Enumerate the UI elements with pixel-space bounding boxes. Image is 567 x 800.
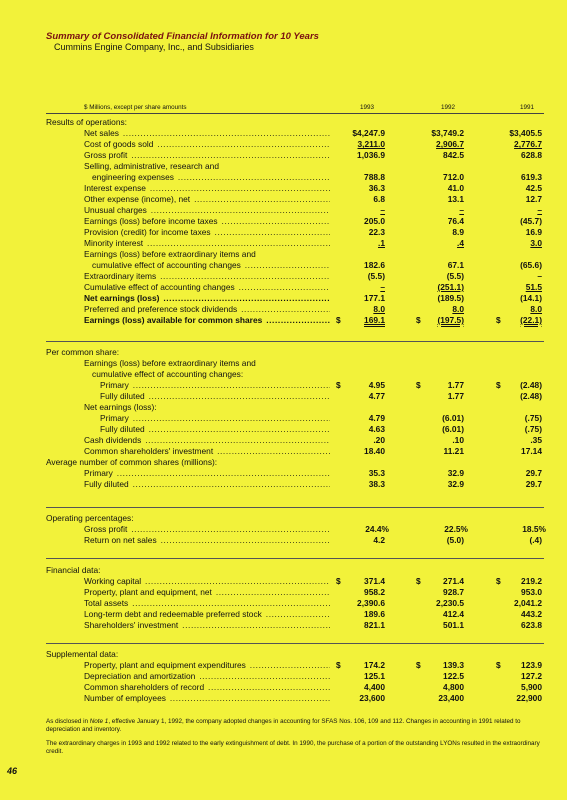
table-row-unusual: Unusual charges ..... – – – bbox=[0, 205, 567, 216]
page-subtitle: Cummins Engine Company, Inc., and Subsidiaries bbox=[54, 42, 254, 52]
section-rule bbox=[46, 507, 544, 508]
table-row-net-sales: Net sales ..... $4,247.9 $3,749.2 $3,405.5 bbox=[0, 128, 567, 139]
page-title: Summary of Consolidated Financial Information for 10 Years bbox=[46, 31, 319, 42]
table-row-sup-depreciation: Depreciation and amortization ..... 125.1 122.5 127.2 bbox=[0, 671, 567, 682]
table-row-preferred: Preferred and preference stock dividends ..... 8.0 8.0 8.0 bbox=[0, 304, 567, 315]
table-row-fin-ltd: Long-term debt and redeemable preferred stock ..... 189.6 412.4 443.2 bbox=[0, 609, 567, 620]
table-row-ps-primary-1: Primary ..... $ 4.95 $ 1.77 $ (2.48) bbox=[0, 380, 567, 391]
table-row-op-gross-profit: Gross profit ..... 24.4% 22.5% 18.5% bbox=[0, 524, 567, 535]
table-row-cumulative: Cumulative effect of accounting changes ..... – (251.1) 51.5 bbox=[0, 282, 567, 293]
table-row-ps-primary-2: Primary ..... 4.79 (6.01) (.75) bbox=[0, 413, 567, 424]
table-row-cogs: Cost of goods sold ..... 3,211.0 2,906.7 2,776.7 bbox=[0, 139, 567, 150]
footnote-accounting-changes: As disclosed in Note 1, effective January 1, 1992, the company adopted changes in accounting for SFAS Nos. 106, 109 and 112. Changes in accounting in 1991 related to depreciation and inventory. bbox=[46, 718, 521, 734]
header-rule bbox=[46, 113, 544, 114]
table-row-sup-holders: Common shareholders of record ..... 4,400 4,800 5,900 bbox=[0, 682, 567, 693]
table-row-extraordinary: Extraordinary items ..... (5.5) (5.5) – bbox=[0, 271, 567, 282]
section-financial: Financial data: bbox=[46, 565, 101, 575]
table-row-fin-total-assets: Total assets ..... 2,390.6 2,230.5 2,041.2 bbox=[0, 598, 567, 609]
table-row-fin-working-capital: Working capital ..... $ 371.4 $ 271.4 $ 219.2 bbox=[0, 576, 567, 587]
note-reference: Note 1 bbox=[89, 718, 109, 725]
table-row-ps-before-extra-line2: cumulative effect of accounting changes: bbox=[92, 369, 244, 379]
section-rule bbox=[46, 643, 544, 644]
table-row-sga: engineering expenses ..... 788.8 712.0 619.3 bbox=[0, 172, 567, 183]
year-header-1992: 1992 bbox=[441, 104, 456, 111]
section-supplemental: Supplemental data: bbox=[46, 649, 119, 659]
section-per-share: Per common share: bbox=[46, 347, 120, 357]
table-row-ps-diluted-1: Fully diluted ..... 4.77 1.77 (2.48) bbox=[0, 391, 567, 402]
year-header-1991: 1991 bbox=[520, 104, 535, 111]
table-row-ps-net-label: Net earnings (loss): bbox=[84, 402, 157, 412]
table-row-taxes: Provision (credit) for income taxes ..... 22.3 8.9 16.9 bbox=[0, 227, 567, 238]
section-operating: Operating percentages: bbox=[46, 513, 134, 523]
section-results: Results of operations: bbox=[46, 117, 128, 127]
year-header-1993: 1993 bbox=[360, 104, 375, 111]
table-row-available: Earnings (loss) available for common shares ..... $ 169.1 $ (197.5) $ (22.1) bbox=[0, 315, 567, 326]
table-row-interest: Interest expense ..... 36.3 41.0 42.5 bbox=[0, 183, 567, 194]
table-row-sup-employees: Number of employees ..... 23,600 23,400 22,900 bbox=[0, 693, 567, 704]
table-row-fin-ppe: Property, plant and equipment, net ..... 958.2 928.7 953.0 bbox=[0, 587, 567, 598]
section-rule bbox=[46, 341, 544, 342]
table-row-ps-dividends: Cash dividends ..... .20 .10 .35 bbox=[0, 435, 567, 446]
table-row-ebt: Earnings (loss) before income taxes ..... 205.0 76.4 (45.7) bbox=[0, 216, 567, 227]
section-rule bbox=[46, 558, 544, 559]
table-row-ps-avg-label: Average number of common shares (millions): bbox=[46, 457, 218, 467]
table-row-sga-line1: Selling, administrative, research and bbox=[84, 161, 219, 171]
table-row-ps-diluted-2: Fully diluted ..... 4.63 (6.01) (.75) bbox=[0, 424, 567, 435]
table-row-ps-diluted-3: Fully diluted ..... 38.3 32.9 29.7 bbox=[0, 479, 567, 490]
table-row-ps-primary-3: Primary ..... 35.3 32.9 29.7 bbox=[0, 468, 567, 479]
table-row-sup-capex: Property, plant and equipment expenditures ..... $ 174.2 $ 139.3 $ 123.9 bbox=[0, 660, 567, 671]
table-row-ps-before-extra-line1: Earnings (loss) before extraordinary items and bbox=[84, 358, 256, 368]
table-row-other: Other expense (income), net ..... 6.8 13.1 12.7 bbox=[0, 194, 567, 205]
units-note: $ Millions, except per share amounts bbox=[84, 104, 187, 111]
table-row-minority: Minority interest ..... .1 .4 3.0 bbox=[0, 238, 567, 249]
table-row-net-earnings: Net earnings (loss) ..... 177.1 (189.5) (14.1) bbox=[0, 293, 567, 304]
table-row-ps-investment: Common shareholders' investment ..... 18.40 11.21 17.14 bbox=[0, 446, 567, 457]
table-row-before-extra: cumulative effect of accounting changes ..... 182.6 67.1 (65.6) bbox=[0, 260, 567, 271]
table-row-gross-profit: Gross profit ..... 1,036.9 842.5 628.8 bbox=[0, 150, 567, 161]
table-row-op-return: Return on net sales ..... 4.2 (5.0) (.4) bbox=[0, 535, 567, 546]
page-number: 46 bbox=[7, 766, 18, 776]
table-row-before-extra-line1: Earnings (loss) before extraordinary items and bbox=[84, 249, 256, 259]
table-row-fin-investment: Shareholders' investment ..... 821.1 501.1 623.8 bbox=[0, 620, 567, 631]
footnote-extraordinary: The extraordinary charges in 1993 and 1992 related to the early extinguishment of debt. In 1990, the purchase of a portion of the outstanding LYONs resulted in the extraordinary credit. bbox=[46, 740, 540, 756]
